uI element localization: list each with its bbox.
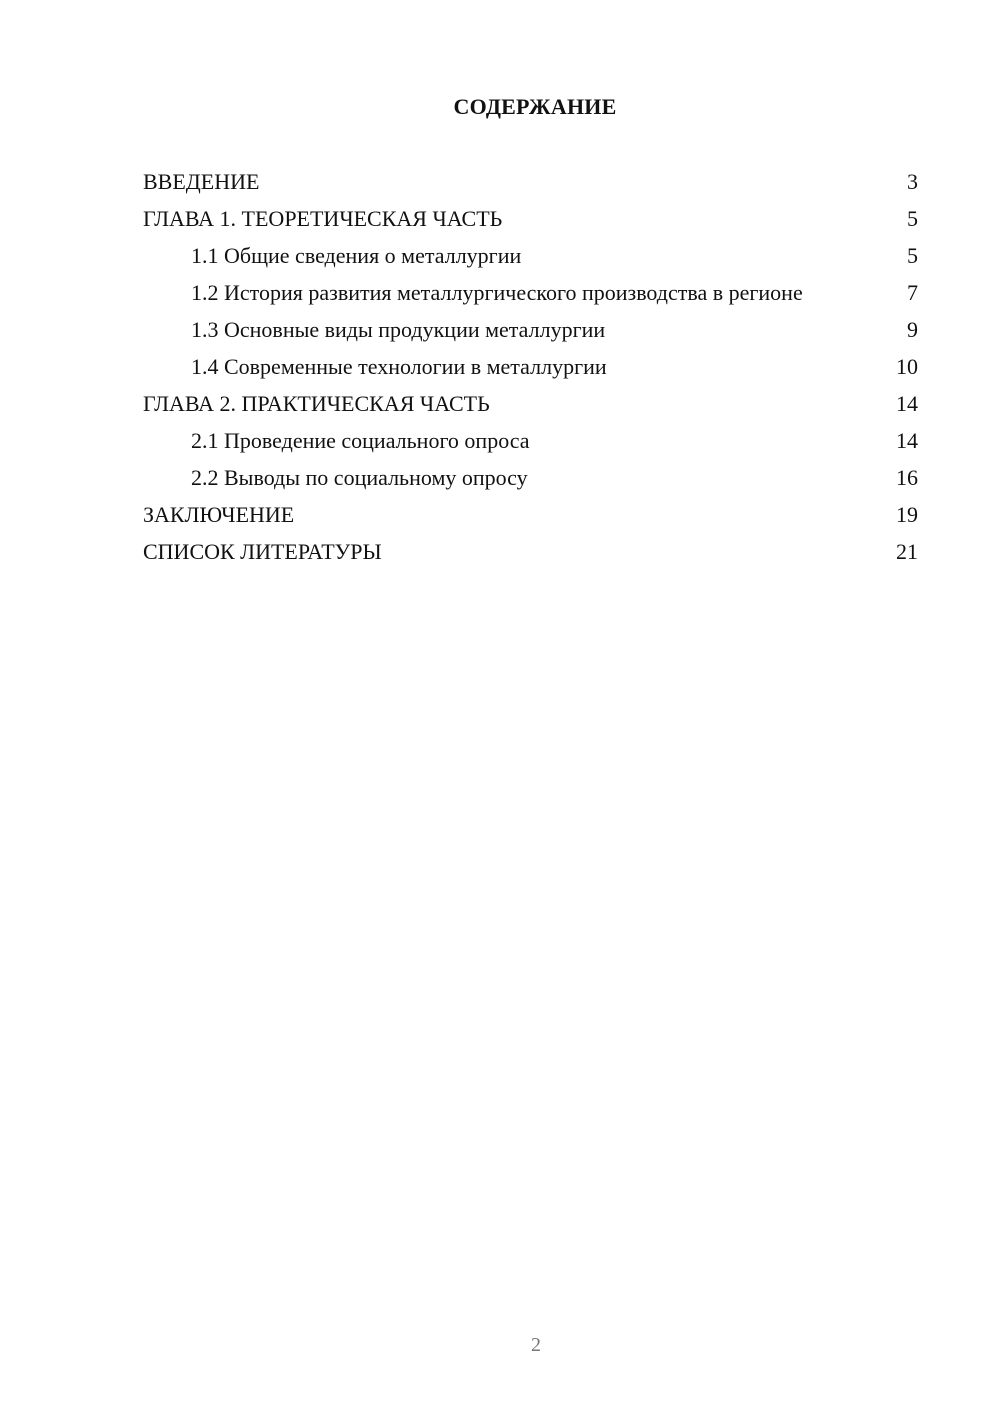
toc-entry-label: ГЛАВА 1. ТЕОРЕТИЧЕСКАЯ ЧАСТЬ [143,206,503,231]
toc-entry-conclusion[interactable] [143,501,918,528]
toc-entry-introduction[interactable] [143,168,918,195]
toc-entry-page: 10 [896,354,918,379]
toc-title: СОДЕРЖАНИЕ [453,94,617,119]
toc-entry-page: 14 [896,391,918,416]
toc-entry-page: 5 [907,206,918,231]
toc-entry-label: 1.4 Современные технологии в металлургии [191,354,607,379]
toc-entry-label: ЗАКЛЮЧЕНИЕ [143,502,295,527]
toc-entry-references[interactable] [143,538,918,565]
toc-entry-page: 9 [907,317,918,342]
toc-entry-page: 14 [896,428,918,453]
page-number: 2 [531,1334,541,1356]
toc-entry-label: 1.2 История развития металлургического производства в регионе [191,280,803,305]
toc-entry-label: ВВЕДЕНИЕ [143,169,260,194]
toc-entry-label: 1.3 Основные виды продукции металлургии [191,317,606,342]
toc-entry-2-1[interactable] [143,427,918,454]
toc-entry-page: 3 [907,169,918,194]
toc-entry-1-3[interactable] [143,316,918,343]
toc-entry-1-1[interactable] [143,242,918,269]
toc-entry-2-2[interactable] [143,464,918,491]
toc-entry-page: 7 [907,280,918,305]
toc-entry-1-2[interactable] [143,279,918,306]
toc-entry-1-4[interactable] [143,353,918,380]
toc-entry-label: СПИСОК ЛИТЕРАТУРЫ [143,539,382,564]
toc-entry-page: 5 [907,243,918,268]
toc-entry-page: 16 [896,465,918,490]
toc-entry-label: 1.1 Общие сведения о металлургии [191,243,522,268]
toc-entry-label: 2.2 Выводы по социальному опросу [191,465,528,490]
table-of-contents [143,168,918,575]
toc-entry-label: ГЛАВА 2. ПРАКТИЧЕСКАЯ ЧАСТЬ [143,391,490,416]
toc-entry-label: 2.1 Проведение социального опроса [191,428,530,453]
toc-entry-page: 21 [896,539,918,564]
toc-entry-page: 19 [896,502,918,527]
toc-entry-chapter-1[interactable] [143,205,918,232]
toc-entry-chapter-2[interactable] [143,390,918,417]
